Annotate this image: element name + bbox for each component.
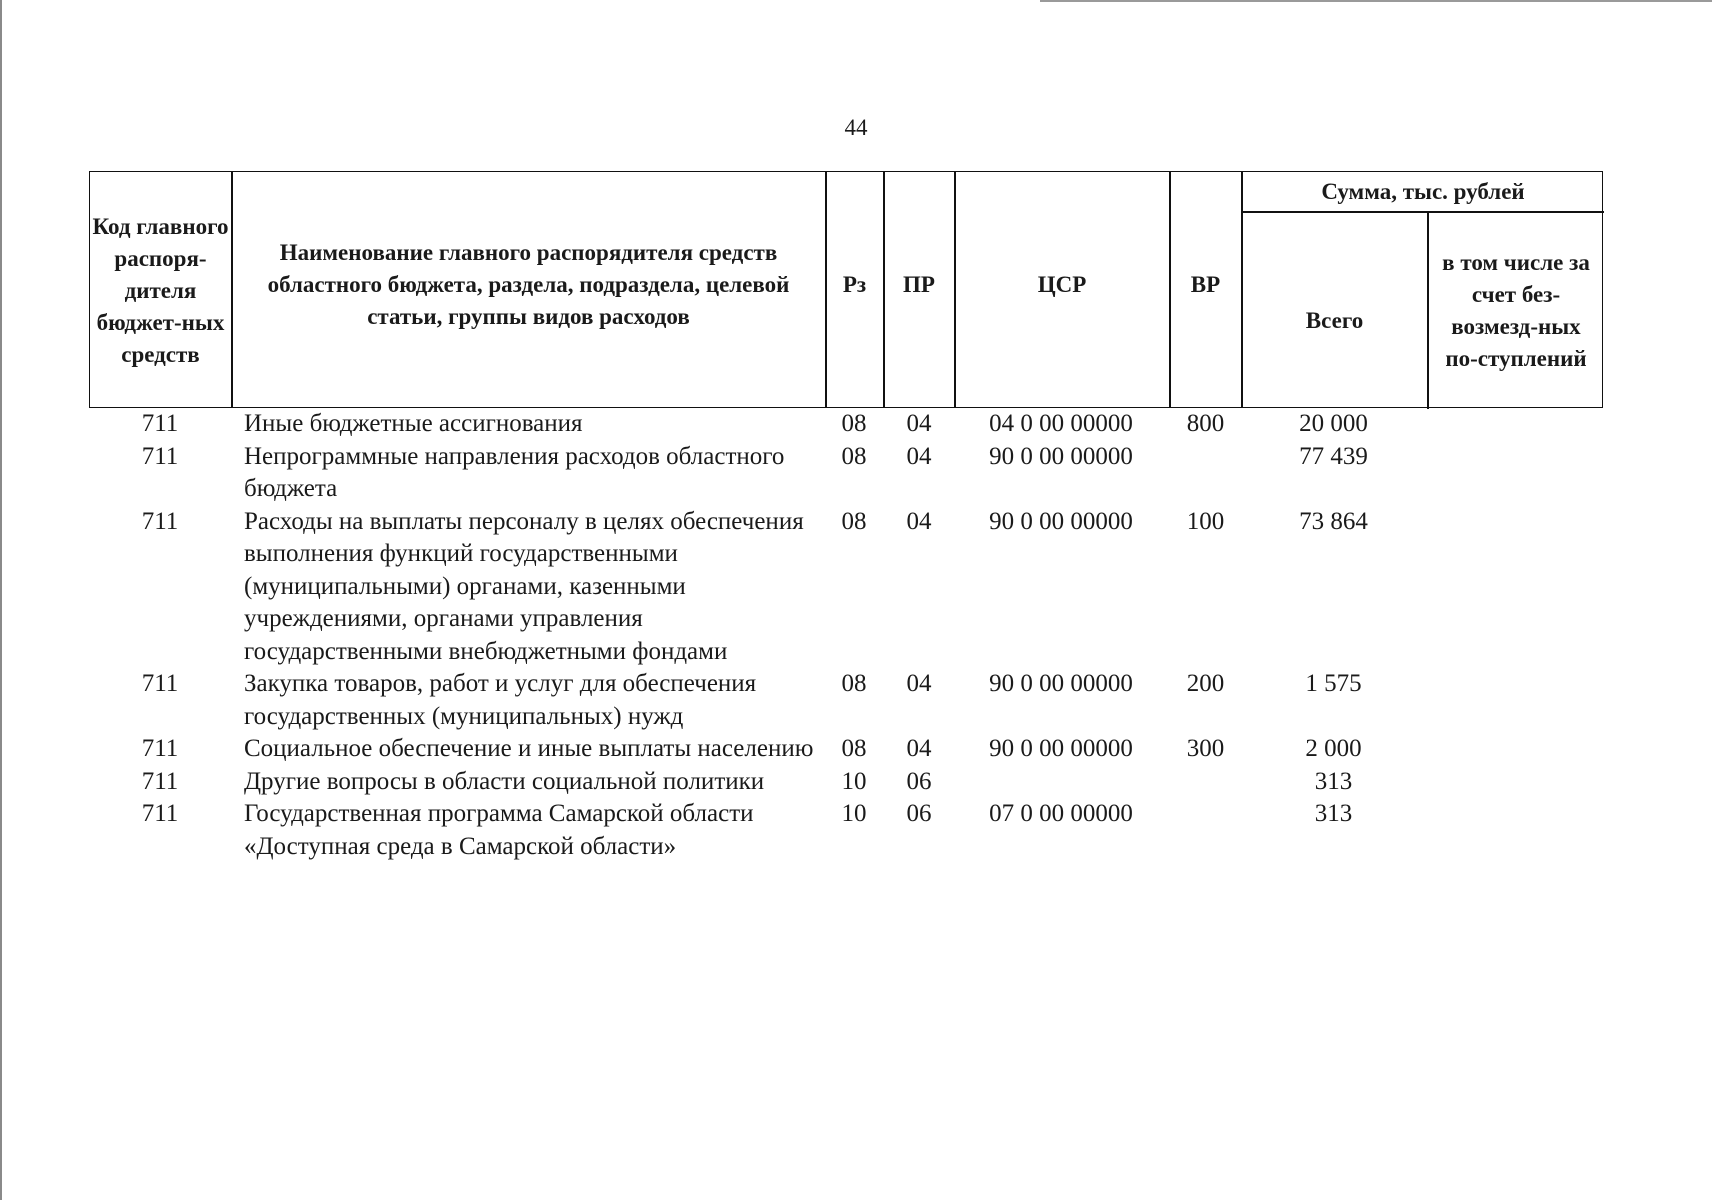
cell-name: Государственная программа Самарской области «Доступная среда в Самарской области» bbox=[244, 800, 754, 860]
table-row bbox=[89, 441, 1603, 506]
table-row bbox=[89, 733, 1603, 766]
cell-total: 313 bbox=[1314, 767, 1353, 795]
header-rz: Рз bbox=[842, 271, 867, 297]
page-edge-left bbox=[0, 0, 2, 1200]
cell-rz: 10 bbox=[841, 800, 867, 827]
cell-total: 20 000 bbox=[1299, 410, 1368, 437]
cell-total: 73 864 bbox=[1299, 507, 1368, 535]
cell-name: Закупка товаров, работ и услуг для обеспечения государственных (муниципальных) нужд bbox=[244, 670, 757, 730]
page-number: 44 bbox=[844, 115, 868, 140]
cell-vr: 100 bbox=[1186, 507, 1225, 535]
cell-csr: 90 0 00 00000 bbox=[989, 670, 1133, 697]
cell-rz: 08 bbox=[841, 410, 867, 437]
header-vr: ВР bbox=[1190, 271, 1221, 297]
cell-vr: 800 bbox=[1186, 410, 1225, 437]
cell-name: Иные бюджетные ассигнования bbox=[244, 410, 583, 437]
cell-pr: 04 bbox=[906, 507, 932, 535]
cell-name: Расходы на выплаты персоналу в целях обеспечения выполнения функций государственными (муниципальными) органами, казенными учреждениями, органами управления государственными внебюджетными фондами bbox=[244, 507, 804, 665]
cell-csr: 90 0 00 00000 bbox=[989, 507, 1133, 535]
header-free: в том числе за счет без-возмезд-ных по-ступлений bbox=[1442, 249, 1590, 371]
page-edge-top bbox=[1040, 0, 1712, 2]
cell-code: 711 bbox=[141, 767, 179, 795]
cell-csr: 90 0 00 00000 bbox=[989, 735, 1133, 762]
cell-name: Непрограммные направления расходов областного бюджета bbox=[244, 442, 785, 502]
table-row bbox=[89, 408, 1603, 441]
header-csr: ЦСР bbox=[1037, 271, 1087, 297]
table-row bbox=[89, 668, 1603, 733]
cell-vr: 300 bbox=[1186, 735, 1225, 762]
cell-rz: 08 bbox=[841, 735, 867, 762]
cell-rz: 08 bbox=[841, 442, 867, 470]
table-row bbox=[89, 766, 1603, 799]
cell-rz: 10 bbox=[841, 767, 867, 795]
header-name: Наименование главного распорядителя средств областного бюджета, раздела, подраздела, целевой статьи, группы видов расходов bbox=[267, 239, 790, 329]
cell-pr: 04 bbox=[906, 410, 932, 437]
cell-total: 2 000 bbox=[1305, 735, 1362, 762]
cell-code: 711 bbox=[141, 670, 179, 697]
cell-rz: 08 bbox=[841, 507, 867, 535]
table-row bbox=[89, 798, 1603, 863]
table-row bbox=[89, 506, 1603, 669]
table-header bbox=[89, 171, 1603, 408]
cell-total: 313 bbox=[1314, 800, 1353, 827]
cell-total: 77 439 bbox=[1299, 442, 1368, 470]
cell-rz: 08 bbox=[841, 670, 867, 697]
cell-csr: 07 0 00 00000 bbox=[989, 800, 1133, 827]
cell-total: 1 575 bbox=[1305, 670, 1362, 697]
header-code: Код главного распоря-дителя бюджет-ных средств bbox=[92, 213, 229, 367]
cell-code: 711 bbox=[141, 410, 179, 437]
cell-pr: 04 bbox=[906, 442, 932, 470]
cell-csr: 04 0 00 00000 bbox=[989, 410, 1133, 437]
cell-pr: 04 bbox=[906, 735, 932, 762]
cell-pr: 04 bbox=[906, 670, 932, 697]
header-pr: ПР bbox=[903, 271, 935, 297]
header-sum: Сумма, тыс. рублей bbox=[1321, 178, 1525, 204]
cell-pr: 06 bbox=[906, 800, 932, 827]
cell-name: Социальное обеспечение и иные выплаты населению bbox=[244, 735, 814, 762]
cell-vr: 200 bbox=[1186, 670, 1225, 697]
cell-csr: 90 0 00 00000 bbox=[989, 442, 1133, 470]
header-total: Всего bbox=[1305, 307, 1364, 333]
cell-pr: 06 bbox=[906, 767, 932, 795]
cell-code: 711 bbox=[141, 442, 179, 470]
cell-name: Другие вопросы в области социальной политики bbox=[244, 767, 765, 795]
cell-code: 711 bbox=[141, 507, 179, 535]
cell-code: 711 bbox=[141, 735, 179, 762]
cell-code: 711 bbox=[141, 800, 179, 827]
table-body bbox=[89, 408, 1603, 863]
